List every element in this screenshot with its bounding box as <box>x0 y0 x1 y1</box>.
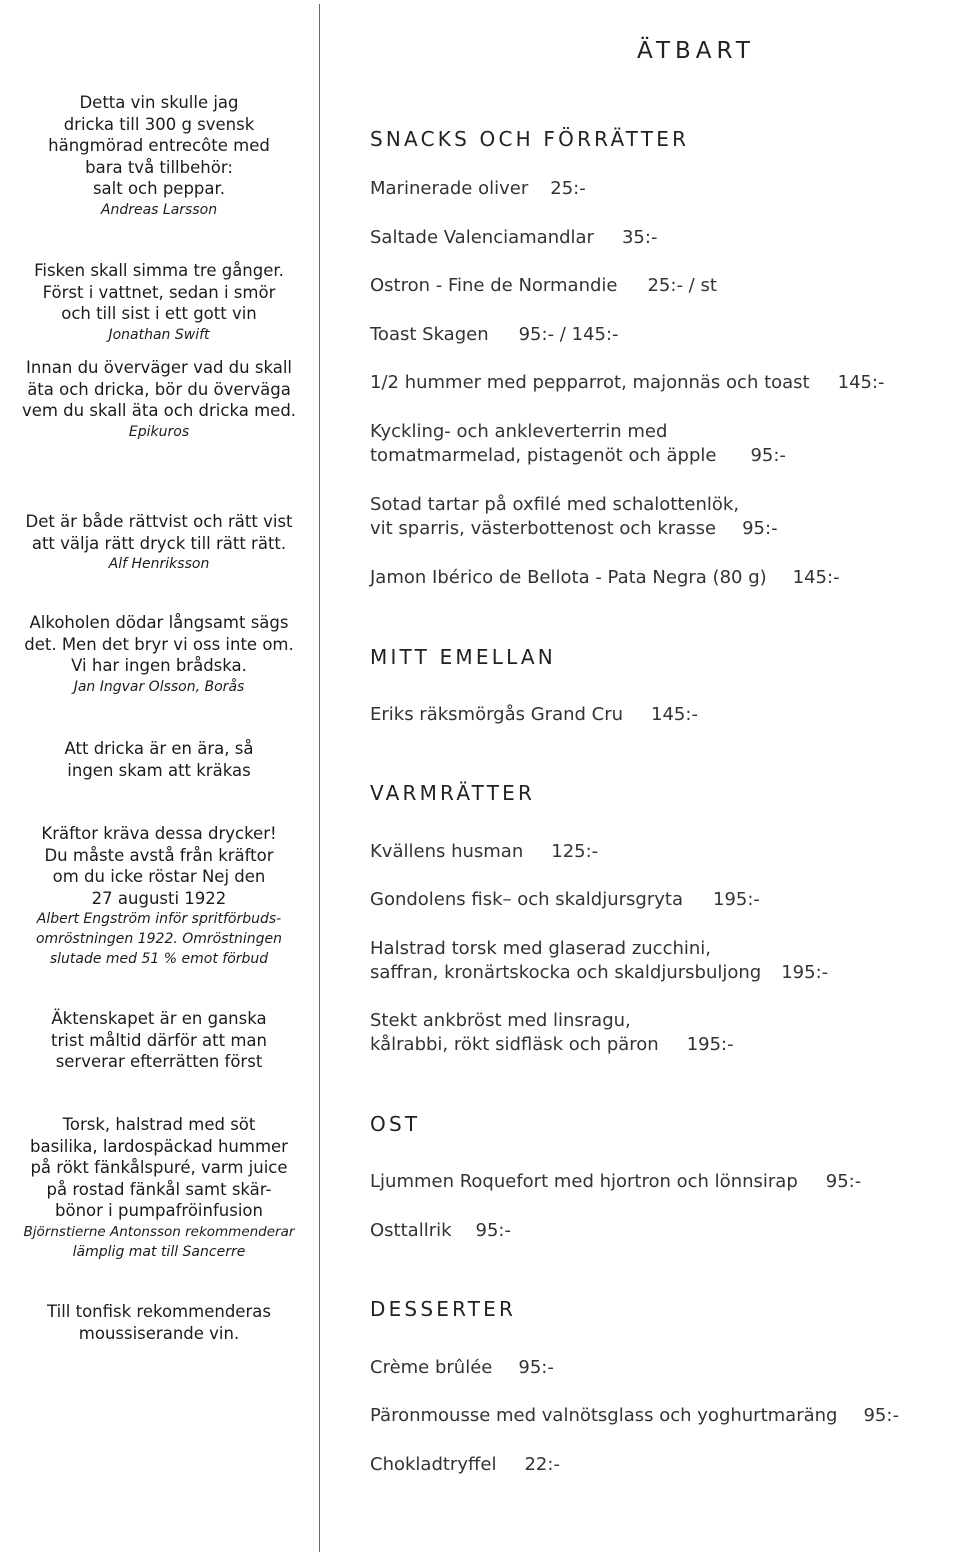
quote-attribution: Björnstierne Antonsson rekommenderar <box>23 1223 295 1240</box>
menu-item-name: Osttallrik <box>370 1220 452 1241</box>
menu-item <box>370 226 657 250</box>
menu-item-name: Saltade Valenciamandlar <box>370 227 594 248</box>
quote-attribution: slutade med 51 % emot förbud <box>49 951 269 967</box>
quote-attribution: lämplig mat till Sancerre <box>72 1243 246 1260</box>
quote-line: Fisken skall simma tre gånger. <box>34 261 284 280</box>
menu-item <box>370 177 586 201</box>
menu-item-name: Kvällens husman <box>370 841 524 862</box>
quote-line: och till sist i ett gott vin <box>61 304 257 323</box>
menu-item <box>370 1219 511 1243</box>
quote-line: moussiserande vin. <box>78 1323 240 1343</box>
menu-item <box>370 323 619 347</box>
quote-line: basilika, lardospäckad hummer <box>30 1136 288 1156</box>
quote-attribution: Albert Engström inför spritförbuds- <box>36 911 282 927</box>
section-title: VARMRÄTTER <box>370 781 536 805</box>
section-title: SNACKS OCH FÖRRÄTTER <box>370 127 690 151</box>
quote-attribution: Jan Ingvar Olsson, Borås <box>73 678 245 695</box>
quote-attribution: Epikuros <box>128 423 190 440</box>
quote-line: 27 augusti 1922 <box>91 888 227 908</box>
menu-item <box>370 420 786 468</box>
quote-line: om du icke röstar Nej den <box>52 867 266 886</box>
quote-line: Det är både rättvist och rätt vist <box>25 512 293 531</box>
menu-item-price: 95:- <box>475 1220 511 1241</box>
quote-line: Att dricka är en ära, så <box>64 739 254 758</box>
menu-item-name: Chokladtryffel <box>370 1454 497 1475</box>
menu-item-price: 25:- / st <box>647 275 717 296</box>
menu-item-name: Halstrad torsk med glaserad zucchini, <box>370 938 712 959</box>
quote-line: Vi har ingen brådska. <box>71 656 247 675</box>
menu-item-price: 95:- <box>825 1171 862 1192</box>
menu-item-price: 195:- <box>713 889 760 910</box>
menu-item <box>370 1356 554 1380</box>
quote <box>0 92 318 220</box>
quote-attribution: omröstningen 1922. Omröstningen <box>35 931 283 947</box>
quote-line: Till tonfisk rekommenderas <box>47 1302 271 1321</box>
page-title: ÄTBART <box>637 38 755 64</box>
menu-item-price: 95:- <box>750 445 786 466</box>
menu-item-name: Ostron - Fine de Normandie <box>370 275 618 296</box>
menu-item <box>370 371 885 395</box>
menu-item-name: Gondolens fisk– och skaldjursgryta <box>370 889 683 910</box>
quote-line: Kräftor kräva dessa drycker! <box>41 824 277 843</box>
quote <box>0 612 318 697</box>
quote-line: bara två tillbehör: <box>85 157 233 177</box>
menu-item-price: 195:- <box>781 962 829 983</box>
quote-attribution: Jonathan Swift <box>108 326 210 343</box>
menu-item-name: Marinerade oliver <box>370 178 529 199</box>
menu-item-price: 195:- <box>686 1034 734 1055</box>
quote <box>0 823 318 969</box>
menu-item-price: 35:- <box>621 227 658 248</box>
quote <box>0 357 318 442</box>
quote-line: dricka till 300 g svensk <box>63 114 255 134</box>
section-title: DESSERTER <box>370 1297 517 1321</box>
menu-item-name: saffran, kronärtskocka och skaldjursbuljong <box>370 962 762 983</box>
menu-item-name: tomatmarmelad, pistagenöt och äpple <box>370 445 717 466</box>
quote-line: på rökt fänkålspuré, varm juice <box>30 1158 288 1177</box>
quote-line: salt och peppar. <box>92 179 226 198</box>
quote-line: på rostad fänkål samt skär- <box>46 1179 272 1199</box>
menu-item <box>370 840 598 864</box>
column-divider <box>319 4 320 1552</box>
menu-item-name: Eriks räksmörgås Grand Cru <box>370 704 624 725</box>
quote-line: Du måste avstå från kräftor <box>44 845 274 865</box>
menu-item <box>370 888 760 912</box>
menu-item-name: Ljummen Roquefort med hjortron och lönnsirap <box>370 1171 798 1192</box>
menu-item <box>370 1170 861 1194</box>
quote <box>0 1301 318 1344</box>
menu-item-name: Kyckling- och ankleverterrin med <box>370 421 668 442</box>
quote-line: Alkoholen dödar långsamt sägs <box>29 613 289 632</box>
quote-line: trist måltid därför att man <box>51 1030 267 1050</box>
menu-item-name: Päronmousse med valnötsglass och yoghurtmaräng <box>370 1405 838 1426</box>
quote-line: vem du skall äta och dricka med. <box>21 401 297 420</box>
quote <box>0 738 318 781</box>
quote-line: serverar efterrätten först <box>55 1052 263 1071</box>
menu-item-name: Jamon Ibérico de Bellota - Pata Negra (80 g) <box>370 567 767 588</box>
menu-item <box>370 1009 734 1057</box>
menu-item-name: 1/2 hummer med pepparrot, majonnäs och toast <box>370 372 810 393</box>
menu-item-price: 145:- <box>792 567 840 588</box>
quote <box>0 511 318 574</box>
menu-item-price: 125:- <box>551 841 599 862</box>
section-title: OST <box>370 1112 421 1136</box>
menu-item <box>370 1404 899 1428</box>
menu-item-price: 145:- <box>651 704 698 725</box>
menu-item-price: 95:- <box>863 1405 899 1426</box>
section-title: MITT EMELLAN <box>370 645 556 669</box>
menu-item <box>370 566 840 590</box>
menu-item-name: kålrabbi, rökt sidfläsk och päron <box>370 1034 659 1055</box>
quote-line: hängmörad entrecôte med <box>48 136 270 155</box>
menu-item <box>370 274 717 298</box>
quotes-column <box>0 0 318 1555</box>
menu-item <box>370 1453 560 1477</box>
quote <box>0 1114 318 1262</box>
menu-item-name: Sotad tartar på oxfilé med schalottenlök, <box>370 494 740 515</box>
quote-line: äta och dricka, bör du överväga <box>27 379 291 399</box>
quote-line: Äktenskapet är en ganska <box>51 1009 267 1028</box>
quote <box>0 260 318 345</box>
menu-item-name: vit sparris, västerbottenost och krasse <box>370 518 717 539</box>
menu-item <box>370 937 828 985</box>
menu-item-name: Toast Skagen <box>370 324 489 345</box>
menu-item-price: 22:- <box>524 1454 560 1475</box>
menu-item-price: 95:- / 145:- <box>518 324 619 345</box>
quote-line: bönor i pumpafröinfusion <box>55 1201 263 1220</box>
quote-line: ingen skam att kräkas <box>67 760 251 780</box>
menu-item-price: 145:- <box>837 372 885 393</box>
quote-line: Detta vin skulle jag <box>79 93 239 112</box>
quote-line: Torsk, halstrad med söt <box>62 1115 256 1134</box>
menu-item-price: 95:- <box>518 1357 554 1378</box>
quote-line: Innan du överväger vad du skall <box>25 358 292 377</box>
menu-item <box>370 493 778 541</box>
quote-attribution: Andreas Larsson <box>100 201 218 218</box>
quote-line: Först i vattnet, sedan i smör <box>42 282 276 302</box>
menu-item-name: Stekt ankbröst med linsragu, <box>370 1010 631 1031</box>
quote-line: att välja rätt dryck till rätt rätt. <box>31 533 287 553</box>
quote <box>0 1008 318 1073</box>
menu-item-price: 95:- <box>742 518 778 539</box>
menu-item <box>370 703 698 727</box>
quote-line: det. Men det bryr vi oss inte om. <box>24 634 294 654</box>
menu-item-name: Crème brûlée <box>370 1357 493 1378</box>
menu-item-price: 25:- <box>550 178 586 199</box>
quote-attribution: Alf Henriksson <box>108 556 210 572</box>
